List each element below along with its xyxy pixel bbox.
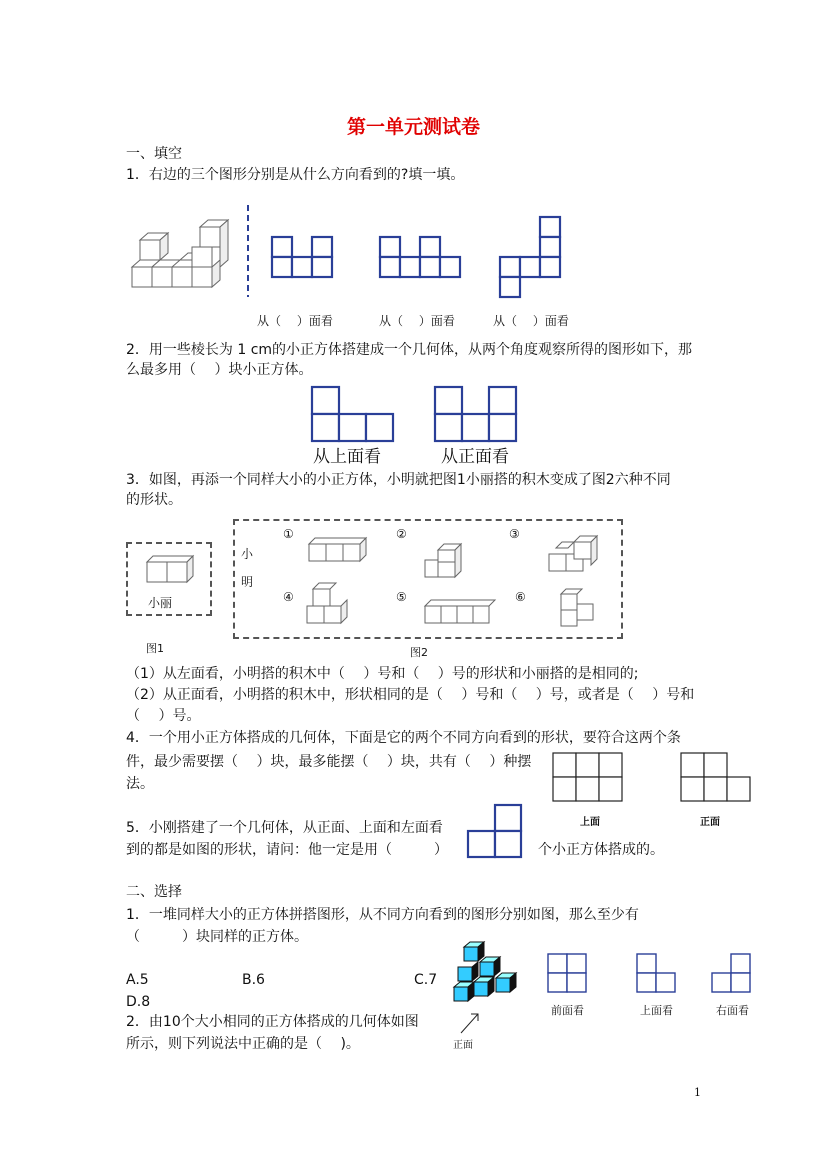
s2-q1-line-1: 1．一堆同样大小的正方体拼搭图形，从不同方向看到的图形分别如图，那么至少有 bbox=[126, 907, 639, 923]
q5-view bbox=[467, 804, 523, 860]
section-heading-choice: 二、选择 bbox=[126, 884, 182, 900]
q3-sub-2b: （ ）号。 bbox=[126, 708, 201, 724]
q2-line-2: 么最多用（ ）块小正方体。 bbox=[126, 362, 313, 378]
xiaoli-blocks bbox=[146, 550, 194, 584]
s2-q1-line-2: （ ）块同样的正方体。 bbox=[126, 929, 308, 945]
shape-4 bbox=[306, 582, 352, 626]
shape-num-2: ② bbox=[396, 527, 407, 541]
q1-caption-2: 从（ ）面看 bbox=[379, 314, 455, 328]
xiaoli-label: 小丽 bbox=[148, 596, 173, 610]
fig1-label: 图1 bbox=[146, 642, 164, 655]
q2-caption-top: 从上面看 bbox=[313, 447, 381, 467]
q2-caption-front: 从正面看 bbox=[441, 447, 509, 467]
q1-view-1 bbox=[271, 236, 335, 278]
xiaoming-1: 小 bbox=[241, 547, 254, 561]
q2-line-1: 2．用一些棱长为 1 cm的小正方体搭建成一个几何体，从两个角度观察所得的图形如下，那 bbox=[126, 342, 693, 358]
q5-line-2: 到的都是如图的形状，请问：他一定是用（ ） bbox=[126, 842, 448, 858]
shape-3 bbox=[548, 534, 600, 574]
q1-text: 1．右边的三个图形分别是从什么方向看到的?填一填。 bbox=[126, 167, 465, 183]
q3-sub-1: （1）从左面看，小明搭的积木中（ ）号和（ ）号的形状和小丽搭的是相同的; bbox=[126, 666, 639, 682]
shape-num-4: ④ bbox=[283, 590, 294, 604]
shape-num-6: ⑥ bbox=[515, 590, 526, 604]
option-d: D.8 bbox=[126, 994, 151, 1010]
q4-view-top bbox=[552, 752, 624, 804]
shape-num-1: ① bbox=[283, 527, 294, 541]
q5-line-1: 5．小刚搭建了一个几何体，从正面、上面和左面看 bbox=[126, 820, 443, 836]
shape-5 bbox=[424, 596, 494, 628]
shape-1 bbox=[308, 534, 368, 564]
page-title: 第一单元测试卷 bbox=[346, 116, 480, 138]
page-number: 1 bbox=[694, 1086, 701, 1099]
q1-cube-figure bbox=[130, 215, 230, 290]
s2-q2-line-2: 所示，则下列说法中正确的是（ )。 bbox=[126, 1036, 360, 1052]
shape-6 bbox=[560, 588, 604, 628]
q3-sub-2a: （2）从正面看，小明搭的积木中，形状相同的是（ ）号和（ ）号，或者是（ ）号和 bbox=[126, 687, 695, 703]
q1-view-2 bbox=[379, 236, 463, 278]
q4-line-2: 件，最少需要摆（ ）块，最多能摆（ ）块，共有（ ）种摆 bbox=[126, 754, 532, 770]
caption-right-view: 右面看 bbox=[716, 1004, 749, 1017]
q4-line-3: 法。 bbox=[126, 776, 154, 792]
view-right-grid bbox=[711, 953, 753, 995]
shape-num-5: ⑤ bbox=[396, 590, 407, 604]
q2-view-top bbox=[311, 386, 395, 444]
shape-2 bbox=[424, 538, 466, 580]
front-arrow-icon bbox=[458, 1010, 482, 1036]
view-front-grid bbox=[547, 953, 589, 995]
s2-q1-cube-pile bbox=[452, 940, 522, 1012]
q1-view-3 bbox=[499, 216, 563, 300]
option-b: B.6 bbox=[242, 972, 265, 988]
fig2-label: 图2 bbox=[410, 646, 428, 659]
section-heading-fill: 一、填空 bbox=[126, 146, 182, 162]
caption-top-view: 上面看 bbox=[640, 1004, 673, 1017]
q1-divider bbox=[246, 205, 250, 297]
caption-front-view: 前面看 bbox=[551, 1004, 584, 1017]
q4-line-1: 4．一个用小正方体搭成的几何体，下面是它的两个不同方向看到的形状，要符合这两个条 bbox=[126, 730, 681, 746]
q3-line-2: 的形状。 bbox=[126, 492, 182, 508]
q4-caption-front: 正面 bbox=[700, 817, 720, 828]
q4-view-front bbox=[680, 752, 752, 804]
q3-line-1: 3．如图，再添一个同样大小的小正方体，小明就把图1小丽搭的积木变成了图2六种不同 bbox=[126, 472, 671, 488]
xiaoming-2: 明 bbox=[241, 575, 254, 589]
q5-line-3: 个小正方体搭成的。 bbox=[538, 842, 664, 858]
s2-q2-line-1: 2．由10个大小相同的正方体搭成的几何体如图 bbox=[126, 1014, 419, 1030]
front-label: 正面 bbox=[453, 1040, 473, 1051]
q1-caption-1: 从（ ）面看 bbox=[257, 314, 333, 328]
option-a: A.5 bbox=[126, 972, 149, 988]
q2-view-front bbox=[434, 386, 518, 444]
view-top-grid bbox=[636, 953, 678, 995]
q4-caption-top: 上面 bbox=[580, 817, 600, 828]
shape-num-3: ③ bbox=[509, 527, 520, 541]
option-c: C.7 bbox=[414, 972, 438, 988]
q1-caption-3: 从（ ）面看 bbox=[493, 314, 569, 328]
